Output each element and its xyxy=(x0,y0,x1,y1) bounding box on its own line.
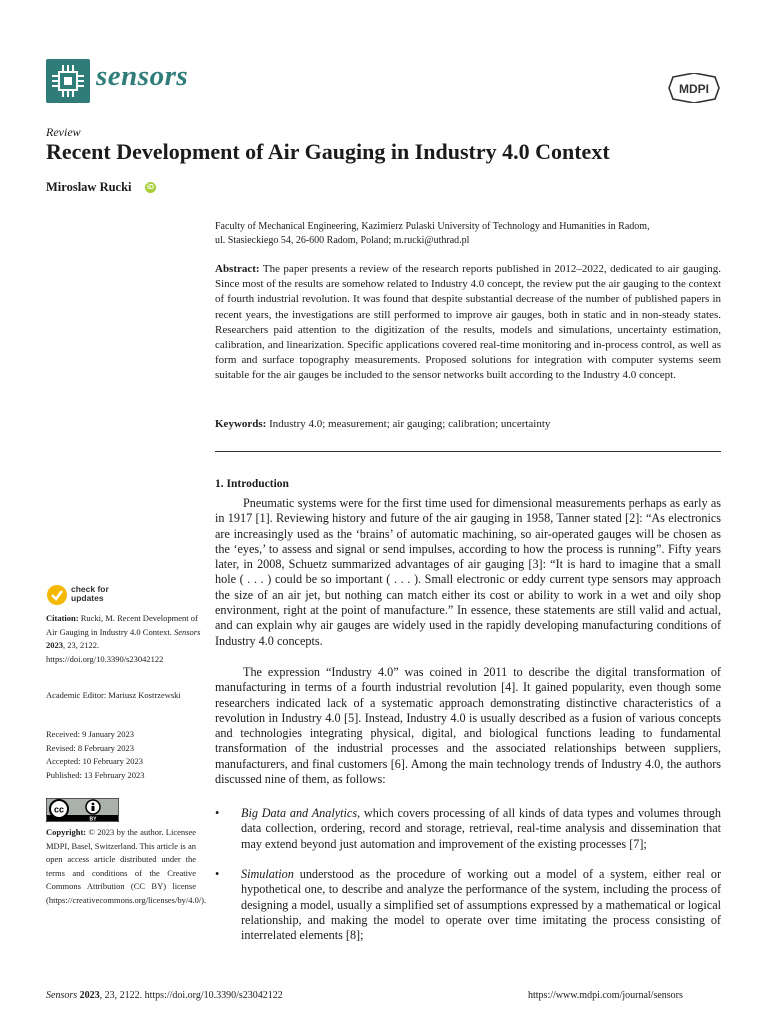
keywords-text: Industry 4.0; measurement; air gauging; calibration; uncertainty xyxy=(269,418,551,430)
bullet-text: understood as the procedure of working out a model of a system, either real or hypothetical one, to describe and analyze the performance of the system, including the process of designing a model, usually a simplified set of assumptions expressed by a mathematical or logical relationship, and making the model to operate over time imitating the process consisting of interrelated elements [8]; xyxy=(241,867,721,943)
citation-year: 2023 xyxy=(46,640,63,651)
author-name[interactable]: Miroslaw Rucki xyxy=(46,180,132,194)
keywords-label: Keywords: xyxy=(215,418,267,430)
bullet-icon: • xyxy=(215,867,220,881)
publication-dates xyxy=(46,728,206,782)
cc-text: cc xyxy=(53,804,65,815)
by-text: BY xyxy=(89,816,97,822)
section-divider xyxy=(215,451,721,452)
copyright xyxy=(46,826,207,908)
journal-logo-icon xyxy=(46,59,90,103)
abstract xyxy=(215,262,721,384)
footer-journal: Sensors xyxy=(46,990,78,1001)
affiliation-line-1: Faculty of Mechanical Engineering, Kazimierz Pulaski University of Technology and Humanities in Radom, xyxy=(215,221,650,232)
affiliation xyxy=(215,220,725,248)
abstract-text: The paper presents a review of the research reports published in 2012–2022, dedicated to air gauging. Since most of the results are somehow related to Industry 4.0 concept, the review put the air gauging to the context of fourth industrial revolution. It was found that despite substantial decrease of the number of published papers in recent years, the investigations are still performed to improve air gauges, both in static and in non-steady states. Researchers paid attention to the digitization of the results, models and simulations, uncertainty estimation, calibration, and linearization. Specific applications covered real-time monitoring and in-process control, as well as form and surface topography measurements. Proposed solutions for integration with computer systems seem suitable for the air gauges be included to the sensor networks built according to the Industry 4.0 concept. xyxy=(215,263,721,382)
copyright-text: © 2023 by the author. Licensee MDPI, Basel, Switzerland. This article is an open access article distributed under the terms and conditions of the Creative Commons Attribution (CC BY) license (https://creativecommons.org/licenses/by/4.0/). xyxy=(46,827,207,905)
citation xyxy=(46,612,206,666)
revised-date: Revised: 8 February 2023 xyxy=(46,742,135,753)
published-date: Published: 13 February 2023 xyxy=(46,769,145,780)
mdpi-logo xyxy=(667,73,721,108)
check-for-updates-icon[interactable] xyxy=(46,584,68,606)
check-label-line-1: check for xyxy=(71,584,109,594)
footer-rest[interactable]: , 23, 2122. https://doi.org/10.3390/s23042122 xyxy=(99,990,283,1001)
cc-by-license-badge[interactable] xyxy=(46,798,119,822)
bullet-text: , which covers processing of all kinds of data types and volumes through data collection, ordering, record and storage, retrieval, real-time analysis and dissemination that may extend beyond just automation and improvement of the existing processes [7]; xyxy=(241,806,721,851)
citation-text: Rucki, M. Recent Development of Air Gauging in Industry 4.0 Context. xyxy=(46,613,198,637)
paragraph-text: Pneumatic systems were for the first time used for dimensional measurements perhaps as early as in 1917 [1]. Reviewing history and future of the air gauging in 1958, Tanner stated [2]: “As electronics are increasingly used as the ‘brains’ of automatic machining, so air-operated gauges will be chosen as the ‘eyes,’ to assess and signal or send impulses, according to how the process is running”. Fifty years later, in 2008, Schuetz summarized advantages of air gauging [3]: “It is hard to imagine that a small hole ( . . . ) could be so important ( . . . ). Small electronic or eddy current type sensors may approach the size of an air jet, but nothing can match either its cost or ability to work in a wet and oily shop environment, right at the point of manufacture.” In essence, these statements are still valid and actual, and can explain why air gauges are widely used in the rapidly developing manufacturing conditions of Industry 4.0 concepts. xyxy=(215,496,721,648)
bullet-icon: • xyxy=(215,806,220,820)
check-for-updates-button[interactable] xyxy=(71,585,109,603)
journal-name: sensors xyxy=(96,60,189,92)
check-label-line-2: updates xyxy=(71,593,104,603)
list-item xyxy=(215,867,721,943)
footer-year: 2023 xyxy=(79,990,100,1001)
article-type: Review xyxy=(46,125,81,139)
publisher-name: MDPI xyxy=(679,82,709,96)
bullet-term: Big Data and Analytics xyxy=(241,806,358,820)
accepted-date: Accepted: 10 February 2023 xyxy=(46,756,144,767)
intro-paragraph-2 xyxy=(215,665,721,787)
citation-journal: Sensors xyxy=(173,626,201,637)
section-heading: 1. Introduction xyxy=(215,478,289,490)
footer-citation xyxy=(46,990,283,1001)
academic-editor: Academic Editor: Mariusz Kostrzewski xyxy=(46,690,181,700)
article-title: Recent Development of Air Gauging in Industry 4.0 Context xyxy=(46,139,610,164)
citation-rest[interactable]: , 23, 2122. https://doi.org/10.3390/s23042122 xyxy=(46,640,164,664)
bullet-term: Simulation xyxy=(241,867,294,881)
orcid-icon[interactable]: iD xyxy=(147,184,154,191)
abstract-label: Abstract: xyxy=(215,263,260,275)
footer-url[interactable]: https://www.mdpi.com/journal/sensors xyxy=(528,990,683,1001)
list-item xyxy=(215,806,721,852)
affiliation-line-2: ul. Stasieckiego 54, 26-600 Radom, Poland; m.rucki@uthrad.pl xyxy=(215,235,470,246)
received-date: Received: 9 January 2023 xyxy=(46,729,135,739)
copyright-label: Copyright: xyxy=(46,827,87,837)
paragraph-text: The expression “Industry 4.0” was coined in 2011 to describe the digital transformation of manufacturing in terms of a fourth industrial revolution [4]. It gained popularity, even though some researchers indicated lack of a systematic approach demonstrating distinctive characteristics of a revolution in Industry 4.0 [5]. Instead, Industry 4.0 is usually described as a fusion of various concepts and technologies integrating physical, digital, and biological functions leading to fundamental transformation of the industrial processes and the associated relationships between suppliers, manufacturers, and final customers [6]. Among the main technology trends of Industry 4.0, the authors discussed nine of them, as follows: xyxy=(215,665,721,787)
intro-paragraph-1 xyxy=(215,496,721,649)
citation-label: Citation: xyxy=(46,613,79,623)
keywords xyxy=(215,417,721,432)
